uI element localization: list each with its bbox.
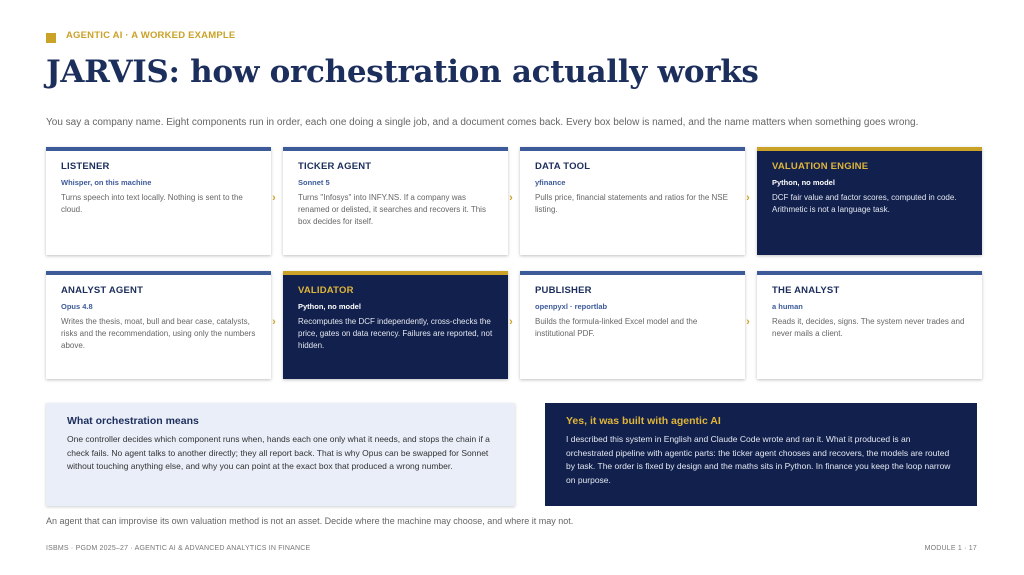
component-name: VALUATION ENGINE <box>772 161 869 172</box>
footer-page-number: MODULE 1 · 17 <box>924 545 977 552</box>
agentic-explainer <box>545 403 977 506</box>
agentic-body: I described this system in English and Claude Code wrote and ran it. What it produced is an orchestrated pipeline with agentic parts: the ticker agent chooses and recovers, the models are routed by task. The order is fixed by design and the maths sits in Python. In finance you keep the loop narrow on purpose. <box>566 434 951 485</box>
component-name: VALIDATOR <box>298 285 354 296</box>
component-tech: yfinance <box>535 178 566 187</box>
component-desc: DCF fair value and factor scores, computed in code. Arithmetic is not a language task. <box>772 193 957 214</box>
eyebrow-marker <box>46 33 56 43</box>
component-card-publisher <box>520 271 745 379</box>
orchestration-explainer <box>46 403 515 506</box>
component-name: THE ANALYST <box>772 285 840 296</box>
orchestration-title: What orchestration means <box>67 415 199 427</box>
component-tech: Sonnet 5 <box>298 178 330 187</box>
component-desc: Recomputes the DCF independently, cross-checks the price, gates on data recency. Failures are reported, not hidden. <box>298 317 493 350</box>
component-name: ANALYST AGENT <box>61 285 144 296</box>
eyebrow: AGENTIC AI · A WORKED EXAMPLE <box>66 30 236 41</box>
component-card-validator <box>283 271 508 379</box>
footer-course: ISBMS · PGDM 2025–27 · AGENTIC AI & ADVANCED ANALYTICS IN FINANCE <box>46 545 311 552</box>
component-name: PUBLISHER <box>535 285 592 296</box>
component-card-the-analyst <box>757 271 982 379</box>
component-name: TICKER AGENT <box>298 161 372 172</box>
page-title: JARVIS: how orchestration actually works <box>46 54 759 90</box>
component-tech: Opus 4.8 <box>61 302 93 311</box>
component-name: DATA TOOL <box>535 161 591 172</box>
component-desc: Writes the thesis, moat, bull and bear case, catalysts, risks and the recommendation, using only the numbers above. <box>61 317 256 350</box>
orchestration-body: One controller decides which component runs when, hands each one only what it needs, and stops the chain if a check fails. No agent talks to another directly; they all report back. That is why Opus can be swapped for Sonnet without touching anything else, and why you can point at the exact box that produced a wrong number. <box>67 434 490 471</box>
component-desc: Pulls price, financial statements and ratios for the NSE listing. <box>535 193 728 214</box>
component-card-analyst-agent <box>46 271 271 379</box>
component-desc: Turns "Infosys" into INFY.NS. If a company was renamed or delisted, it searches and recovers it. This box decides for itself. <box>298 193 486 226</box>
component-tech: a human <box>772 302 803 311</box>
component-tech: Python, no model <box>772 178 835 187</box>
page-subtitle: You say a company name. Eight components run in order, each one doing a single job, and a document comes back. Every box below is named, and the name matters when something goes wrong. <box>46 117 919 128</box>
component-desc: Builds the formula-linked Excel model and the institutional PDF. <box>535 317 698 338</box>
chevron-right-icon: › <box>746 192 750 204</box>
component-tech: Python, no model <box>298 302 361 311</box>
chevron-right-icon: › <box>509 316 513 328</box>
agentic-title: Yes, it was built with agentic AI <box>566 415 721 427</box>
component-card-data-tool <box>520 147 745 255</box>
component-desc: Reads it, decides, signs. The system never trades and never mails a client. <box>772 317 965 338</box>
chevron-right-icon: › <box>272 316 276 328</box>
component-desc: Turns speech into text locally. Nothing is sent to the cloud. <box>61 193 243 214</box>
closing-note: An agent that can improvise its own valuation method is not an asset. Decide where the machine may choose, and where it may not. <box>46 516 574 526</box>
component-tech: openpyxl · reportlab <box>535 302 608 311</box>
component-card-valuation-engine <box>757 147 982 255</box>
component-name: LISTENER <box>61 161 110 172</box>
chevron-right-icon: › <box>509 192 513 204</box>
component-card-ticker-agent <box>283 147 508 255</box>
chevron-right-icon: › <box>272 192 276 204</box>
component-card-listener <box>46 147 271 255</box>
chevron-right-icon: › <box>746 316 750 328</box>
component-tech: Whisper, on this machine <box>61 178 152 187</box>
